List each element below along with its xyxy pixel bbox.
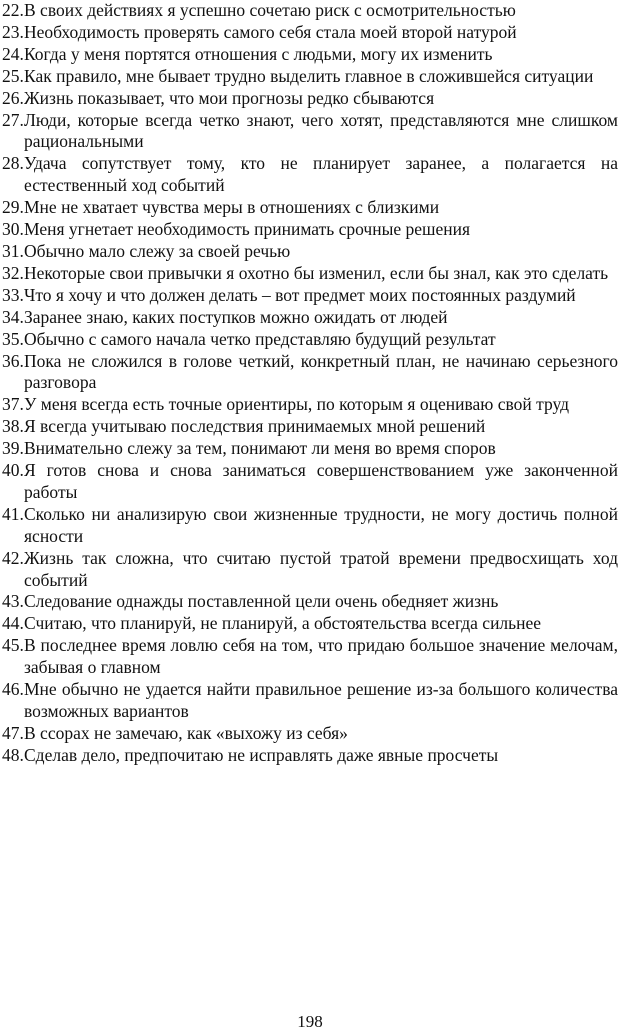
question-text: Жизнь так сложна, что считаю пустой тратой времени предвосхищать ход событий <box>24 547 618 590</box>
question-number: 23. <box>2 21 24 42</box>
question-number: 44. <box>2 613 24 634</box>
question-text: В ссорах не замечаю, как «выхожу из себя» <box>24 722 348 743</box>
question-text: В своих действиях я успешно сочетаю риск с осмотрительностью <box>24 0 516 20</box>
question-item <box>2 416 618 438</box>
question-text: Я всегда учитываю последствия принимаемых мной решений <box>24 416 486 437</box>
question-item <box>2 613 618 635</box>
question-text: Мне не хватает чувства меры в отношениях с близкими <box>24 197 440 218</box>
question-item <box>2 548 618 592</box>
question-text: У меня всегда есть точные ориентиры, по которым я оцениваю свой труд <box>24 394 570 415</box>
question-text: Следование однажды поставленной цели очень обедняет жизнь <box>24 591 499 612</box>
question-text: Обычно мало слежу за своей речью <box>24 240 291 261</box>
question-text: Меня угнетает необходимость принимать срочные решения <box>24 219 471 240</box>
question-text: Я готов снова и снова заниматься совершенствованием уже законченной работы <box>24 460 618 502</box>
question-number: 29. <box>2 197 24 218</box>
question-text: Заранее знаю, каких поступков можно ожидать от людей <box>24 306 448 327</box>
question-item <box>2 285 618 307</box>
question-text: Что я хочу и что должен делать – вот предмет моих постоянных раздумий <box>24 284 576 305</box>
question-number: 26. <box>2 87 24 108</box>
question-text: Пока не сложился в голове четкий, конкретный план, не начинаю серьезного разговора <box>24 350 618 393</box>
question-number: 30. <box>2 219 24 240</box>
question-text: Когда у меня портятся отношения с людьми, могу их изменить <box>24 43 493 64</box>
question-number: 31. <box>2 240 24 261</box>
question-text: Удача сопутствует тому, кто не планирует заранее, а полагается на естественный ход событий <box>24 153 618 196</box>
question-text: Сколько ни анализирую свои жизненные трудности, не могу достичь полной ясности <box>24 503 618 546</box>
question-number: 27. <box>2 109 24 130</box>
question-number: 25. <box>2 65 24 86</box>
question-item <box>2 0 618 22</box>
question-item <box>2 723 618 745</box>
question-item <box>2 241 618 263</box>
question-item <box>2 351 618 395</box>
question-text: В последнее время ловлю себя на том, что придаю большое значение мелочам, забывая о главном <box>24 635 618 678</box>
question-text: Внимательно слежу за тем, понимают ли меня во время споров <box>24 438 496 459</box>
question-item <box>2 197 618 219</box>
question-item <box>2 679 618 723</box>
question-number: 24. <box>2 43 24 64</box>
question-number: 37. <box>2 394 24 415</box>
question-list <box>2 0 618 767</box>
question-text: Сделав дело, предпочитаю не исправлять даже явные просчеты <box>24 744 499 765</box>
question-number: 34. <box>2 306 24 327</box>
question-item <box>2 635 618 679</box>
question-item <box>2 153 618 197</box>
question-item <box>2 307 618 329</box>
question-item <box>2 22 618 44</box>
question-number: 45. <box>2 635 24 656</box>
question-text: Считаю, что планируй, не планируй, а обстоятельства всегда сильнее <box>24 613 542 634</box>
question-number: 35. <box>2 328 24 349</box>
question-text: Обычно с самого начала четко представляю будущий результат <box>24 328 496 349</box>
question-number: 28. <box>2 153 24 174</box>
question-item <box>2 394 618 416</box>
question-number: 39. <box>2 438 24 459</box>
question-item <box>2 438 618 460</box>
question-item <box>2 44 618 66</box>
question-item <box>2 329 618 351</box>
question-item <box>2 66 618 88</box>
question-text: Необходимость проверять самого себя стала моей второй натурой <box>24 21 517 42</box>
question-item <box>2 460 618 504</box>
question-item <box>2 263 618 285</box>
question-number: 47. <box>2 722 24 743</box>
question-text: Жизнь показывает, что мои прогнозы редко сбываются <box>24 87 435 108</box>
question-item <box>2 745 618 767</box>
question-text: Люди, которые всегда четко знают, чего хотят, представляются мне слишком рациональными <box>24 109 618 152</box>
question-number: 36. <box>2 350 24 371</box>
question-number: 32. <box>2 262 24 283</box>
question-item <box>2 219 618 241</box>
question-item <box>2 591 618 613</box>
question-text: Некоторые свои привычки я охотно бы изменил, если бы знал, как это сделать <box>24 262 609 283</box>
question-number: 41. <box>2 503 24 524</box>
question-number: 46. <box>2 679 24 700</box>
question-item <box>2 504 618 548</box>
question-text: Как правило, мне бывает трудно выделить главное в сложившейся ситуации <box>24 65 594 86</box>
question-item <box>2 88 618 110</box>
question-number: 33. <box>2 284 24 305</box>
page-number: 198 <box>297 1012 323 1031</box>
question-text: Мне обычно не удается найти правильное решение из-за большого количества возможных вариантов <box>24 679 618 721</box>
question-number: 38. <box>2 416 24 437</box>
question-number: 43. <box>2 591 24 612</box>
question-number: 22. <box>2 0 24 20</box>
question-item <box>2 110 618 154</box>
question-number: 42. <box>2 547 24 568</box>
question-number: 48. <box>2 744 24 765</box>
question-number: 40. <box>2 460 24 481</box>
